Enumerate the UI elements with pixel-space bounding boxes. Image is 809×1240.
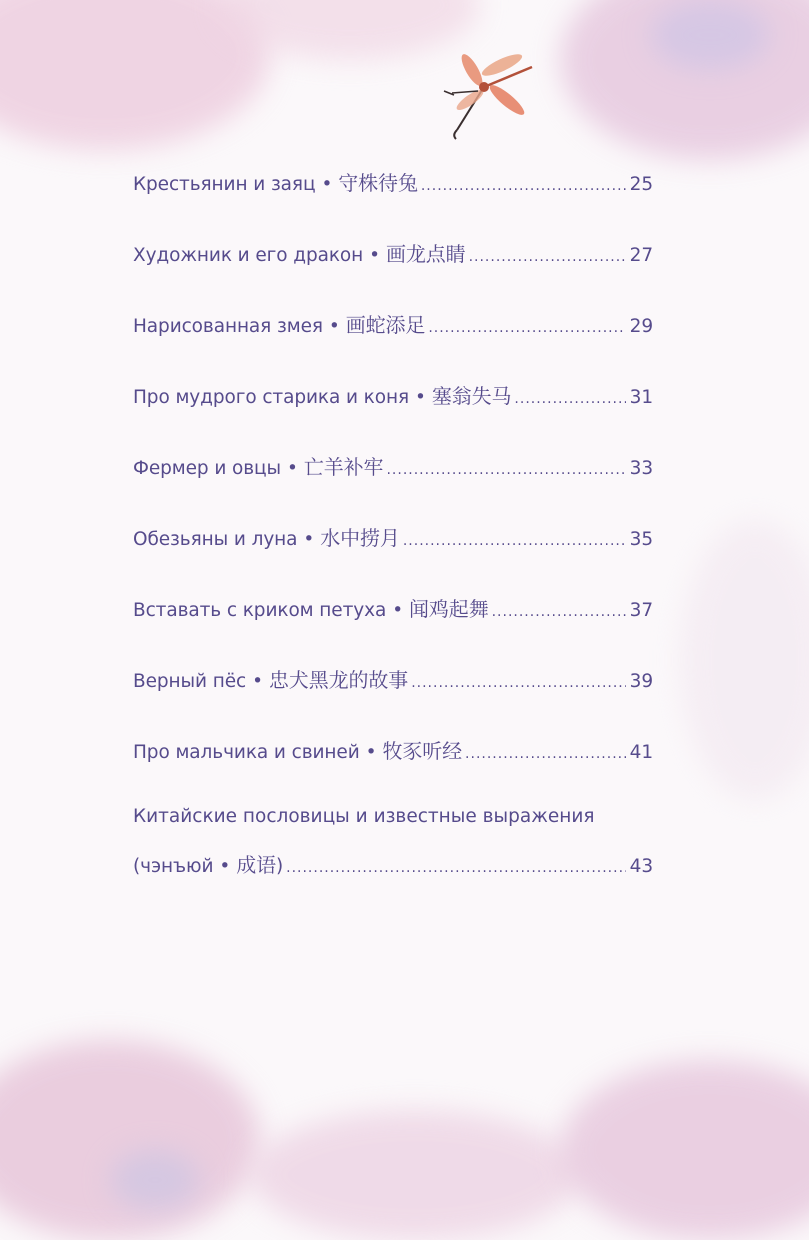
toc-entry[interactable]: [133, 593, 653, 622]
bullet: •: [392, 600, 403, 621]
toc-title-ru: Верный пёс: [133, 671, 247, 692]
page-number: 25: [629, 174, 653, 195]
bullet: •: [303, 529, 315, 550]
toc-title-cn: 闻鸡起舞: [409, 597, 489, 621]
toc-title-cn: 守株待兔: [338, 171, 418, 195]
bullet: •: [287, 458, 298, 479]
watercolor-wash: [560, 1060, 809, 1240]
toc-title-cn: 水中捞月: [320, 526, 400, 550]
toc-title-cn: 亡羊补牢: [303, 455, 384, 479]
toc-entry[interactable]: [133, 664, 653, 693]
dot-leader: [386, 462, 625, 478]
bullet: •: [365, 742, 377, 763]
page-number: 39: [629, 671, 653, 692]
dragonfly-icon: [432, 45, 542, 145]
toc-title-ru: Про мудрого старика и коня: [133, 387, 409, 408]
toc-title-ru: Обезьяны и луна: [133, 529, 298, 550]
page-number: 35: [629, 529, 653, 550]
toc-entry[interactable]: [133, 238, 653, 267]
page-number: 43: [629, 856, 653, 877]
page-number: 31: [629, 387, 653, 408]
toc-title-cn: 画龙点睛: [385, 242, 466, 266]
toc-entry[interactable]: [133, 380, 653, 409]
toc-title-ru: Крестьянин и заяц: [133, 174, 316, 195]
dot-leader: [514, 391, 625, 407]
watercolor-wash: [110, 1150, 200, 1210]
dot-leader: [411, 675, 625, 691]
watercolor-wash: [680, 520, 809, 800]
bullet: •: [252, 671, 263, 692]
toc-title-ru: (чэнъюй: [133, 856, 214, 877]
toc-title-ru: Художник и его дракон: [133, 245, 364, 266]
bullet: •: [321, 174, 333, 195]
watercolor-wash: [560, 0, 809, 160]
toc-entry-last-line1[interactable]: [133, 806, 653, 827]
dot-leader: [465, 746, 626, 762]
bullet: •: [415, 387, 426, 408]
toc-title-ru: Вставать с криком петуха: [133, 600, 387, 621]
page-number: 33: [629, 458, 653, 479]
dot-leader: [469, 249, 626, 265]
toc-entry-last-line2[interactable]: [133, 849, 653, 878]
bullet: •: [328, 316, 340, 337]
watercolor-wash: [250, 1110, 580, 1240]
dot-leader: [286, 860, 626, 876]
toc-title-cn: 塞翁失马: [431, 384, 512, 408]
toc-entry[interactable]: [133, 167, 653, 196]
closing-paren: ): [276, 856, 284, 877]
page-number: 37: [629, 600, 653, 621]
page-number: 41: [629, 742, 653, 763]
bullet: •: [369, 245, 380, 266]
toc-title-cn: 成语: [236, 853, 276, 877]
page-number: 29: [629, 316, 653, 337]
toc-title-ru: Про мальчика и свиней: [133, 742, 360, 763]
dot-leader: [428, 320, 625, 336]
watercolor-wash: [0, 0, 270, 150]
toc-title-cn: 画蛇添足: [345, 313, 426, 337]
bullet: •: [219, 856, 231, 877]
toc-entry[interactable]: [133, 735, 653, 764]
dot-leader: [492, 604, 626, 620]
toc-title-cn: 牧豕听经: [382, 739, 463, 763]
toc-title-ru: Китайские пословицы и известные выражения: [133, 806, 595, 827]
dot-leader: [403, 533, 626, 549]
toc-entry[interactable]: [133, 522, 653, 551]
page-number: 27: [629, 245, 653, 266]
watercolor-wash: [0, 1040, 260, 1240]
toc-title-ru: Нарисованная змея: [133, 316, 323, 337]
watercolor-wash: [650, 0, 770, 70]
toc-entry[interactable]: [133, 451, 653, 480]
toc-title-cn: 忠犬黑龙的故事: [268, 668, 409, 692]
dot-leader: [421, 178, 626, 194]
toc-entry[interactable]: [133, 309, 653, 338]
toc-title-ru: Фермер и овцы: [133, 458, 282, 479]
